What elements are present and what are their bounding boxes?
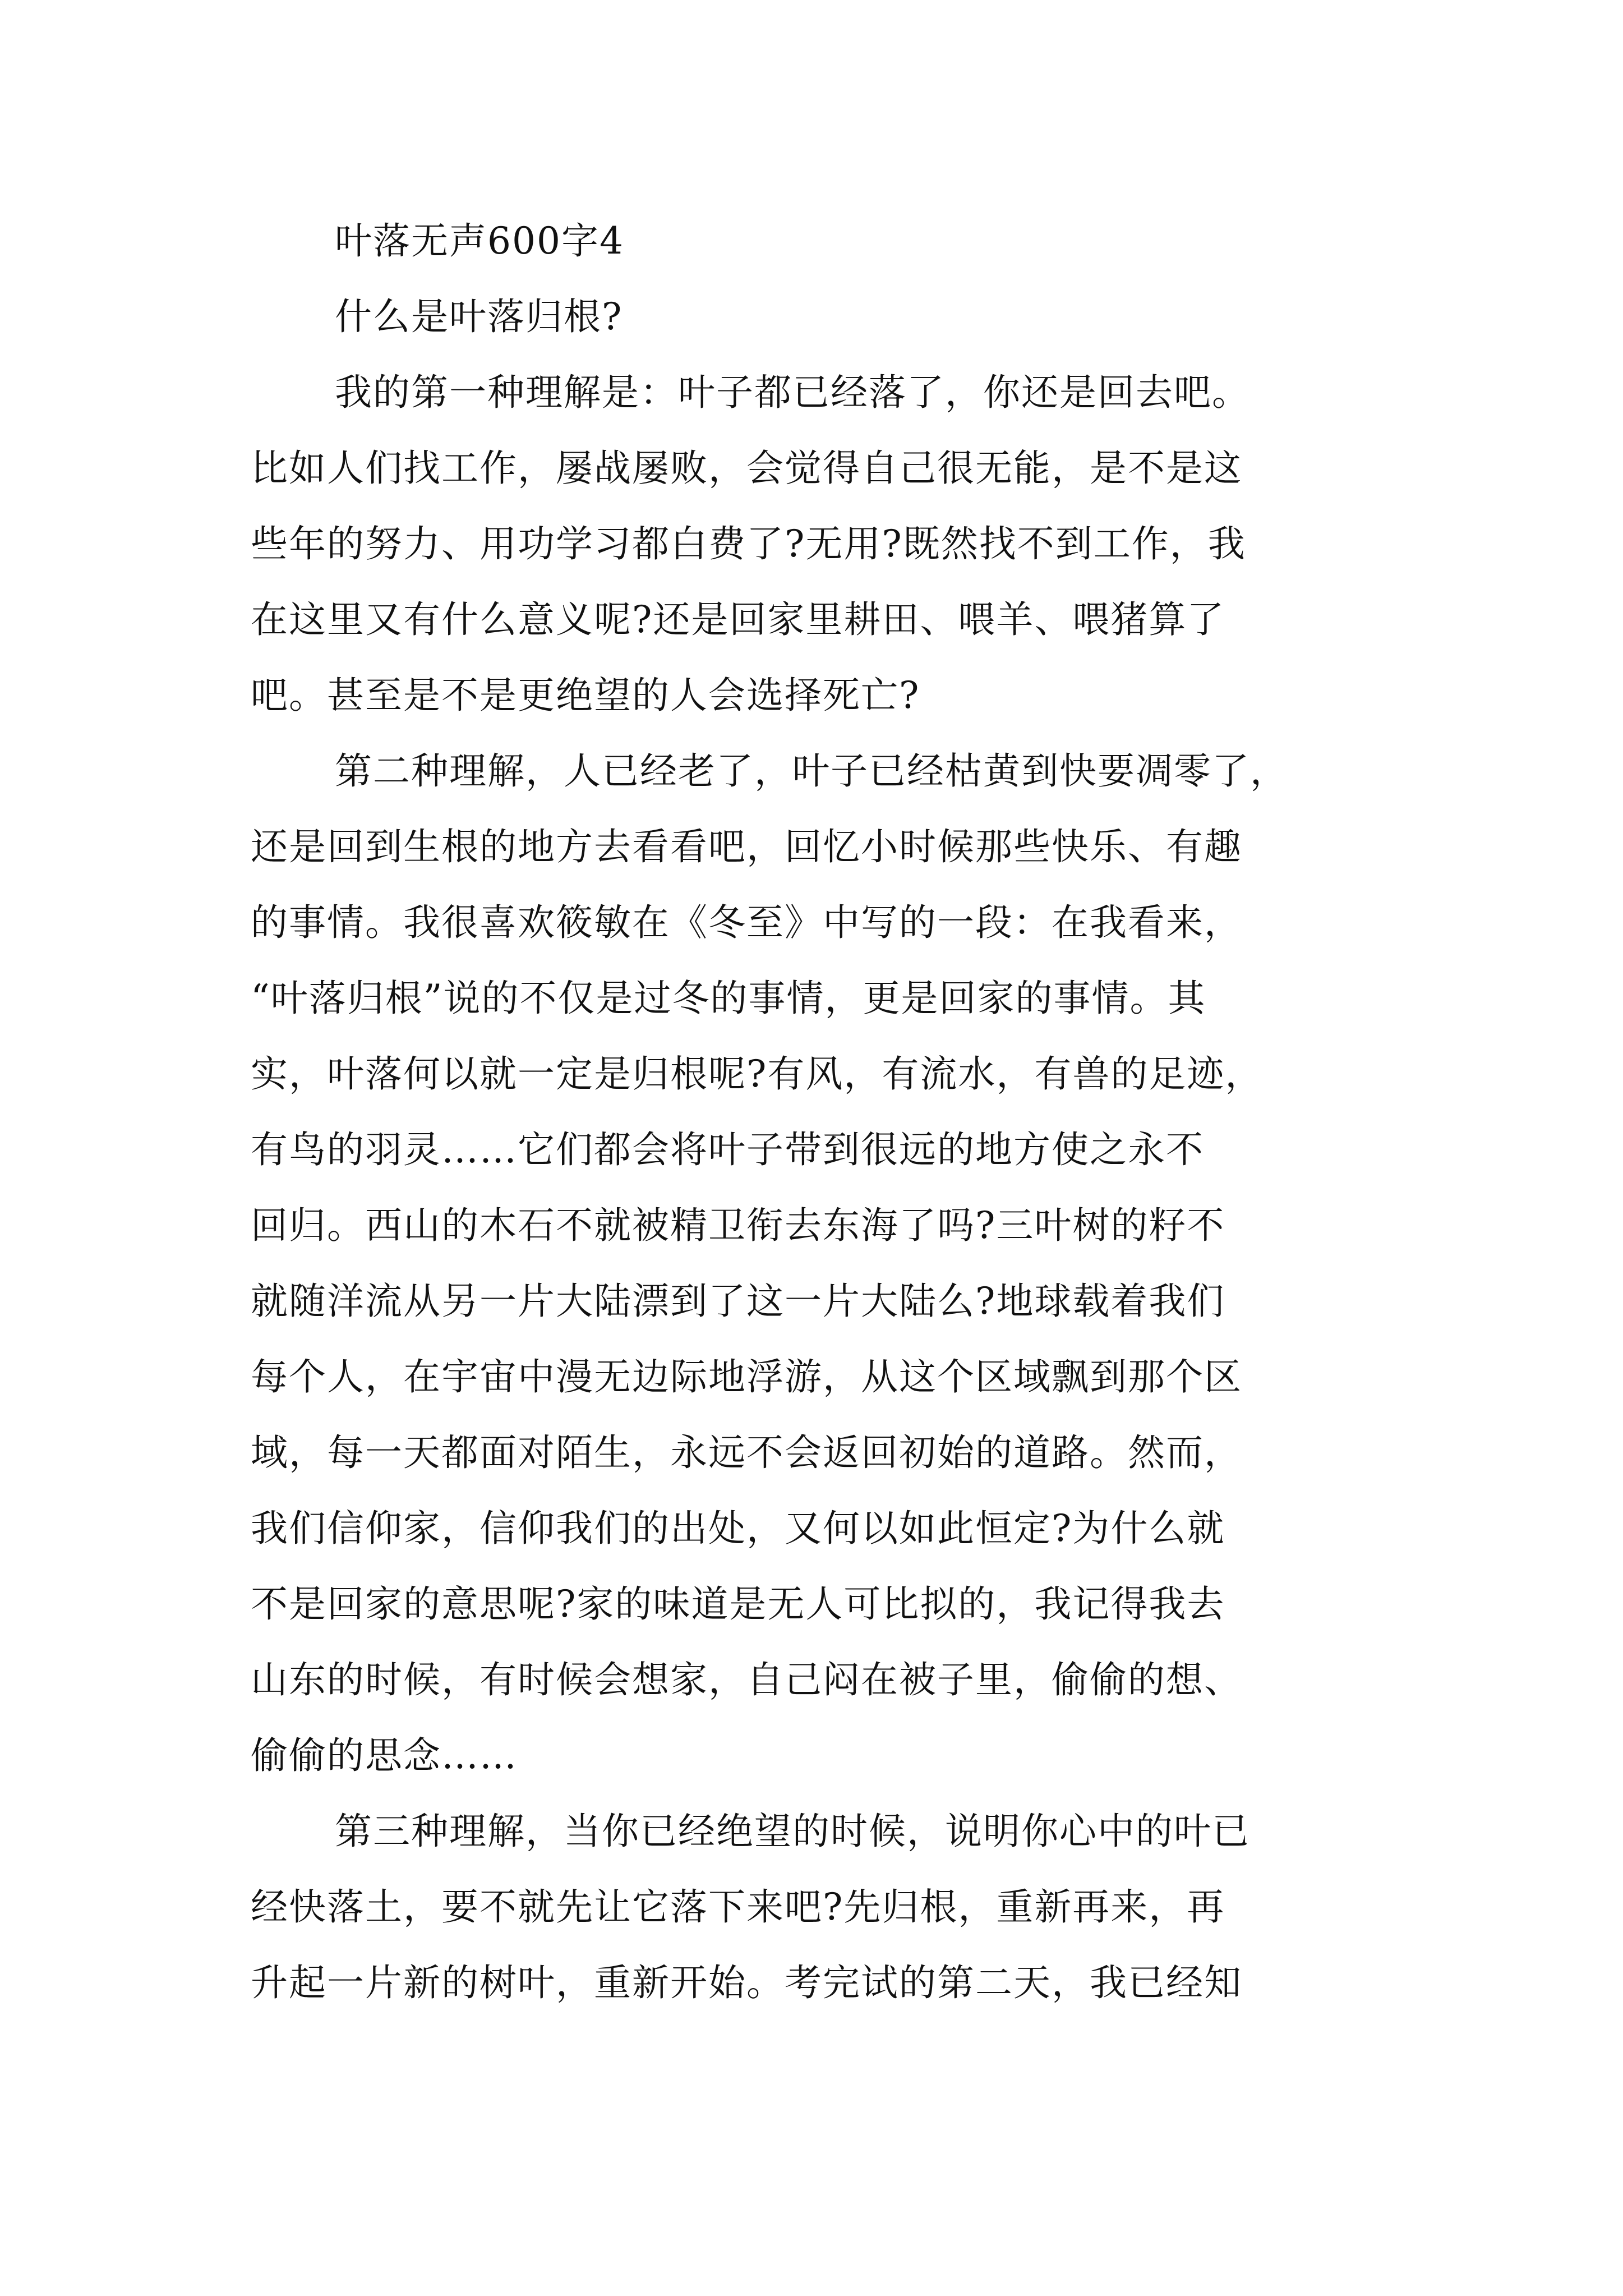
paragraph-line: 域，每一天都面对陌生，永远不会返回初始的道路。然而，	[251, 1431, 1242, 1474]
paragraph-line: 偷偷的思念……	[251, 1734, 518, 1777]
paragraph-line: 经快落土，要不就先让它落下来吧?先归根，重新再来，再	[251, 1885, 1225, 1929]
paragraph-line: 比如人们找工作，屡战屡败，会觉得自己很无能，是不是这	[251, 447, 1242, 490]
paragraph-line: 山东的时候，有时候会想家，自己闷在被子里，偷偷的想、	[251, 1658, 1242, 1701]
paragraph-line: 还是回到生根的地方去看看吧，回忆小时候那些快乐、有趣	[251, 825, 1242, 868]
paragraph-line: 在这里又有什么意义呢?还是回家里耕田、喂羊、喂猪算了	[251, 598, 1225, 641]
document-body	[251, 203, 1395, 2021]
paragraph-line: 升起一片新的树叶，重新开始。考完试的第二天，我已经知	[251, 1961, 1242, 2004]
paragraph-line: 有鸟的羽灵……它们都会将叶子带到很远的地方使之永不	[251, 1128, 1204, 1171]
paragraph-line: 我的第一种理解是：叶子都已经落了，你还是回去吧。	[335, 371, 1250, 414]
paragraph-3	[251, 1793, 1395, 2021]
paragraph-line: 每个人，在宇宙中漫无边际地浮游，从这个区域飘到那个区	[251, 1355, 1242, 1398]
document-title: 叶落无声600字4	[335, 219, 624, 263]
paragraph-line: 第二种理解，人已经老了，叶子已经枯黄到快要凋零了，	[335, 749, 1288, 793]
paragraph-line: “叶落归根”说的不仅是过冬的事情，更是回家的事情。其	[251, 977, 1206, 1020]
paragraph-line: 吧。甚至是不是更绝望的人会选择死亡?	[251, 674, 920, 717]
paragraph-2	[251, 733, 1395, 1793]
paragraph-line: 就随洋流从另一片大陆漂到了这一片大陆么?地球载着我们	[251, 1280, 1225, 1323]
document-subtitle: 什么是叶落归根?	[335, 295, 623, 338]
paragraph-line: 回归。西山的木石不就被精卫衔去东海了吗?三叶树的籽不	[251, 1204, 1225, 1247]
paragraph-line: 的事情。我很喜欢筱敏在《冬至》中写的一段：在我看来，	[251, 901, 1242, 944]
paragraph-line: 第三种理解，当你已经绝望的时候，说明你心中的叶已	[335, 1810, 1250, 1853]
paragraph-line: 些年的努力、用功学习都白费了?无用?既然找不到工作，我	[251, 522, 1246, 565]
paragraph-line: 实，叶落何以就一定是归根呢?有风，有流水，有兽的足迹，	[251, 1052, 1264, 1096]
paragraph-1	[251, 355, 1395, 733]
paragraph-line: 不是回家的意思呢?家的味道是无人可比拟的，我记得我去	[251, 1582, 1225, 1626]
paragraph-line: 我们信仰家，信仰我们的出处，又何以如此恒定?为什么就	[251, 1507, 1225, 1550]
